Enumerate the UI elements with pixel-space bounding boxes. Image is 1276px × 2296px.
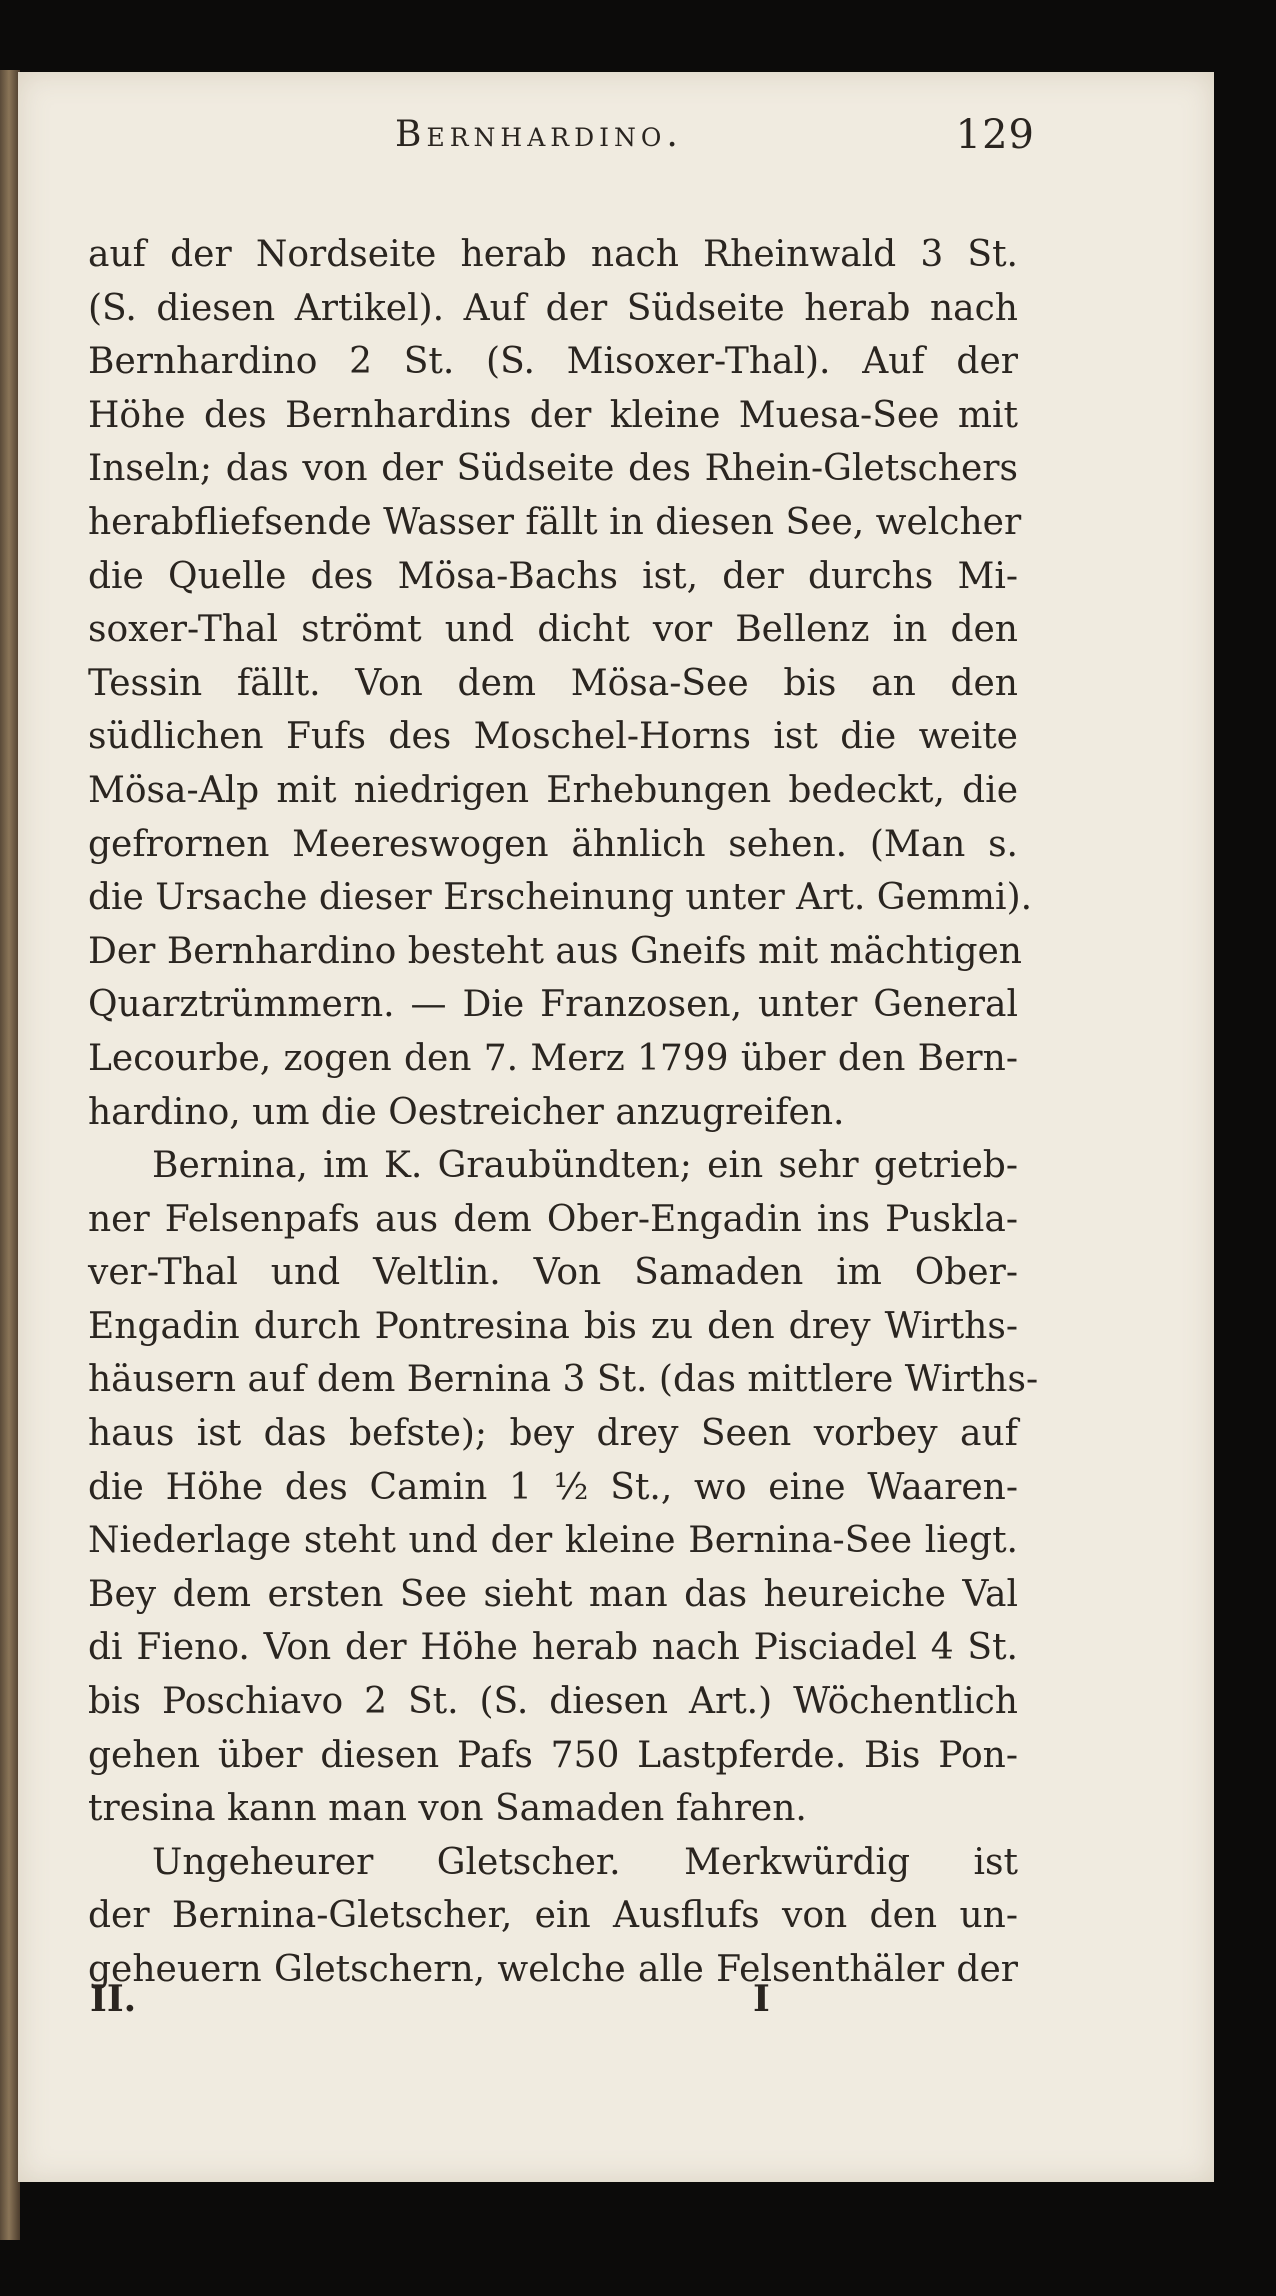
text-line: geheuern Gletschern, welche alle Felsenthäler der xyxy=(88,1949,1018,1990)
text-line: Bey dem ersten See sieht man das heureiche Val xyxy=(88,1573,1018,1615)
text-line: Quarztrümmern. — Die Franzosen, unter General xyxy=(88,984,1018,1026)
text-line: Tessin fällt. Von dem Mösa-See bis an den xyxy=(88,662,1018,704)
text-line: hardino, um die Oestreicher anzugreifen. xyxy=(88,1091,845,1133)
text-line: der Bernina-Gletscher, ein Ausflufs von den un- xyxy=(88,1895,1018,1937)
text-line: bis Poschiavo 2 St. (S. diesen Art.) Wöchentlich xyxy=(88,1681,1018,1723)
text-line: die Ursache dieser Erscheinung unter Art. Gemmi). xyxy=(88,877,1033,919)
text-line: die Quelle des Mösa-Bachs ist, der durchs Mi- xyxy=(88,555,1018,597)
text-line: herabfliefsende Wasser fällt in diesen See, welcher xyxy=(88,501,1022,543)
text-line: Bernhardino 2 St. (S. Misoxer-Thal). Auf der xyxy=(88,341,1018,383)
text-line: ner Felsenpafs aus dem Ober-Engadin ins Puskla- xyxy=(88,1198,1018,1240)
text-line: auf der Nordseite herab nach Rheinwald 3 St. xyxy=(88,234,1018,275)
page-number: 129 xyxy=(955,112,1035,158)
text-line: tresina kann man von Samaden fahren. xyxy=(88,1788,807,1830)
text-line: Lecourbe, zogen den 7. Merz 1799 über den Bern- xyxy=(88,1037,1018,1079)
signature-mark: I xyxy=(753,1978,770,2020)
text-line: Bernina, im K. Graubündten; ein sehr getrieb- xyxy=(152,1145,1018,1187)
running-header xyxy=(395,104,1035,164)
text-line: Ungeheurer Gletscher. Merkwürdig ist xyxy=(152,1841,1018,1883)
text-line: gefrornen Meereswogen ähnlich sehen. (Man s. xyxy=(88,823,1018,865)
page-footer xyxy=(88,1978,788,2038)
text-line: di Fieno. Von der Höhe herab nach Pisciadel 4 St. xyxy=(88,1627,1018,1669)
text-line: Inseln; das von der Südseite des Rhein-Gletschers xyxy=(88,448,1018,490)
text-line: Engadin durch Pontresina bis zu den drey Wirths- xyxy=(88,1305,1018,1347)
body-text xyxy=(88,228,1039,1997)
text-line: häusern auf dem Bernina 3 St. (das mittlere Wirths- xyxy=(88,1359,1039,1401)
text-line: Höhe des Bernhardins der kleine Muesa-See mit xyxy=(88,394,1018,436)
text-line: haus ist das befste); bey drey Seen vorbey auf xyxy=(88,1413,1018,1455)
book-spine-edge xyxy=(0,70,20,2240)
text-line: gehen über diesen Pafs 750 Lastpferde. Bis Pon- xyxy=(88,1734,1018,1776)
volume-mark: II. xyxy=(90,1978,137,2020)
text-line: soxer-Thal strömt und dicht vor Bellenz in den xyxy=(88,609,1018,651)
text-line: Mösa-Alp mit niedrigen Erhebungen bedeckt, die xyxy=(88,769,1018,811)
text-line: Niederlage steht und der kleine Bernina-See liegt. xyxy=(88,1520,1018,1562)
text-line: (S. diesen Artikel). Auf der Südseite herab nach xyxy=(88,287,1018,329)
running-title: Bernhardino. xyxy=(395,114,683,155)
text-line: südlichen Fufs des Moschel-Horns ist die weite xyxy=(88,716,1018,758)
text-line: ver-Thal und Veltlin. Von Samaden im Ober- xyxy=(88,1252,1018,1294)
text-line: die Höhe des Camin 1 ½ St., wo eine Waaren- xyxy=(88,1466,1018,1508)
text-line: Der Bernhardino besteht aus Gneifs mit mächtigen xyxy=(88,930,1022,972)
